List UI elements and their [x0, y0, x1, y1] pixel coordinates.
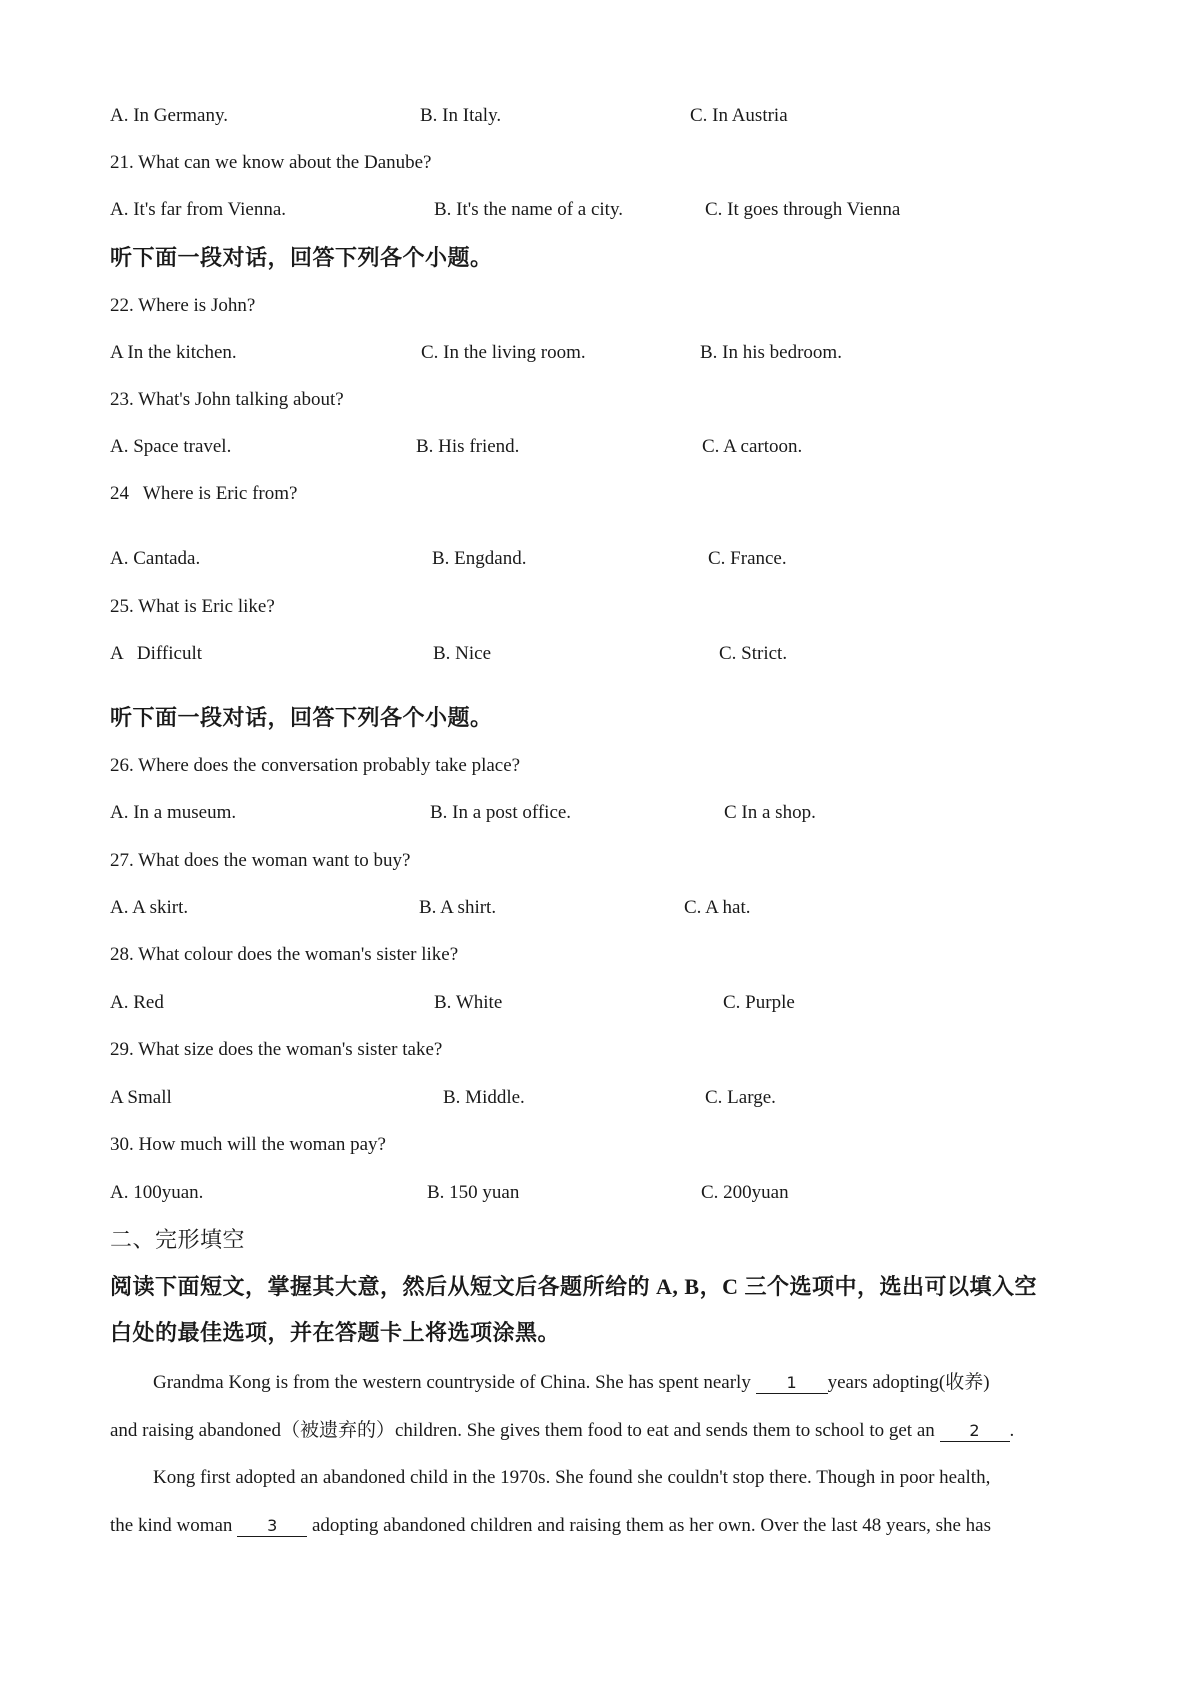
option-b: B. Nice	[433, 643, 492, 664]
section-instruction: 阅读下面短文，掌握其大意，然后从短文后各题所给的 A, B，C 三个选项中，选出可以填入空	[110, 1274, 1037, 1299]
option-b: B. Engdand.	[432, 548, 527, 569]
option-a: A. Red	[110, 992, 164, 1013]
passage-text: .	[1009, 1420, 1015, 1441]
question-27: 27. What does the woman want to buy?	[110, 850, 411, 871]
question-28: 28. What colour does the woman's sister like?	[110, 944, 459, 965]
option-b: B. In his bedroom.	[700, 342, 842, 363]
option-c: C In a shop.	[724, 802, 816, 823]
listening-instruction: 听下面一段对话，回答下列各个小题。	[110, 245, 493, 270]
option-b: B. White	[434, 992, 503, 1013]
passage-line	[110, 1514, 991, 1538]
blank-3: 3	[237, 1516, 307, 1537]
option-b: B. It's the name of a city.	[434, 199, 623, 220]
option-c: C. A cartoon.	[702, 436, 803, 457]
question-25: 25. What is Eric like?	[110, 596, 275, 617]
blank-1: 1	[756, 1373, 828, 1394]
option-c: C. Purple	[723, 992, 795, 1013]
passage-text: adopting abandoned children and raising them as her own. Over the last 48 years, she has	[307, 1515, 991, 1536]
option-a: A. In Germany.	[110, 105, 229, 126]
question-23: 23. What's John talking about?	[110, 389, 344, 410]
option-b: B. In a post office.	[430, 802, 572, 823]
passage-line: Kong first adopted an abandoned child in the 1970s. She found she couldn't stop there. Though in poor health,	[153, 1467, 991, 1488]
option-a: A Difficult	[110, 643, 203, 664]
option-b: B. A shirt.	[419, 897, 497, 918]
passage-text: Grandma Kong is from the western countryside of China. She has spent nearly	[153, 1372, 756, 1393]
passage-line	[110, 1419, 1014, 1443]
option-a: A. It's far from Vienna.	[110, 199, 287, 220]
section-instruction: 白处的最佳选项，并在答题卡上将选项涂黑。	[110, 1320, 561, 1345]
blank-2: 2	[940, 1421, 1010, 1442]
option-c: C. It goes through Vienna	[705, 199, 901, 220]
question-21: 21. What can we know about the Danube?	[110, 152, 432, 173]
option-c: C. In Austria	[690, 105, 788, 126]
question-30: 30. How much will the woman pay?	[110, 1134, 386, 1155]
section-title: 二、完形填空	[110, 1227, 246, 1252]
option-c: C. In the living room.	[421, 342, 586, 363]
option-a: A Small	[110, 1087, 172, 1108]
question-26: 26. Where does the conversation probably take place?	[110, 755, 521, 776]
option-c: C. France.	[708, 548, 787, 569]
option-a: A. 100yuan.	[110, 1182, 204, 1203]
option-b: B. His friend.	[416, 436, 520, 457]
option-a: A. Space travel.	[110, 436, 232, 457]
question-22: 22. Where is John?	[110, 295, 256, 316]
option-c: C. Strict.	[719, 643, 788, 664]
passage-text: the kind woman	[110, 1515, 238, 1536]
option-b: B. In Italy.	[420, 105, 502, 126]
option-c: C. 200yuan	[701, 1182, 789, 1203]
option-a: A In the kitchen.	[110, 342, 237, 363]
option-c: C. Large.	[705, 1087, 776, 1108]
option-c: C. A hat.	[684, 897, 751, 918]
listening-instruction: 听下面一段对话，回答下列各个小题。	[110, 705, 493, 730]
option-b: B. 150 yuan	[427, 1182, 520, 1203]
option-a: A. A skirt.	[110, 897, 189, 918]
passage-line	[153, 1371, 990, 1395]
option-a: A. In a museum.	[110, 802, 237, 823]
question-29: 29. What size does the woman's sister take?	[110, 1039, 443, 1060]
option-b: B. Middle.	[443, 1087, 525, 1108]
passage-text: years adopting(收养)	[827, 1372, 990, 1393]
passage-text: and raising abandoned（被遗弃的）children. She gives them food to eat and sends them to school to get an	[110, 1420, 940, 1441]
question-24: 24 Where is Eric from?	[110, 483, 298, 504]
option-a: A. Cantada.	[110, 548, 201, 569]
